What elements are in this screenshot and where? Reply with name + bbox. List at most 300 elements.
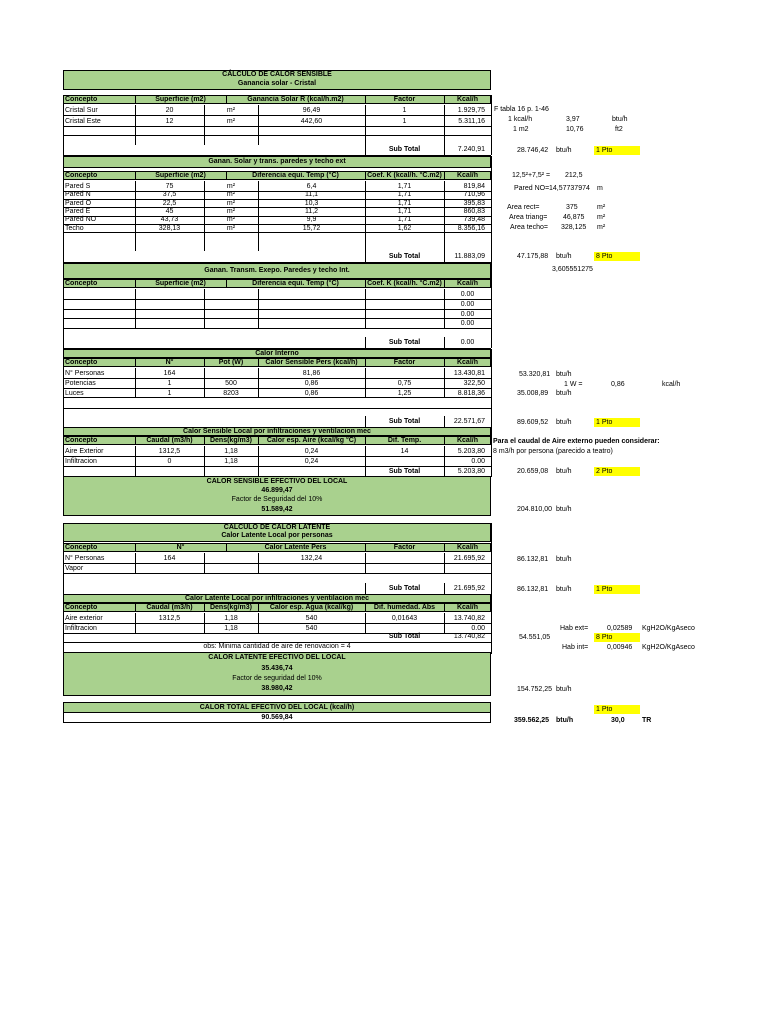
subtotal-value: 21.695,92: [453, 585, 485, 592]
subtotal-value: 22.571,67: [453, 418, 485, 425]
tr-value: 30,0: [611, 717, 625, 724]
latente-personas-col-header: Kcal/h: [456, 544, 478, 551]
header-divider: [444, 95, 445, 104]
grid-line: [444, 583, 445, 594]
side-note: 1 W =: [564, 381, 583, 388]
interno-title: Calor Interno: [63, 349, 491, 358]
grid-line: [444, 416, 445, 427]
side-note: m: [597, 185, 603, 192]
header-divider: [204, 436, 205, 445]
points-badge: 8 Pto: [594, 633, 640, 642]
side-note: 46,875: [563, 214, 585, 221]
side-note: 3,97: [566, 116, 580, 123]
table-edge: [491, 594, 492, 654]
cristal-row-cell: 12: [165, 117, 174, 125]
side-note: 154.752,25: [517, 686, 553, 693]
subtotal-label: Sub Total: [388, 585, 421, 592]
paredes-row-cell: Pared S: [65, 183, 91, 190]
infiltraciones-col-header: Calor esp. Aire (kcal/kg °C): [266, 437, 357, 444]
header-divider: [444, 603, 445, 612]
side-note: m²: [597, 224, 606, 231]
col-line: [365, 105, 366, 145]
header-divider: [444, 543, 445, 552]
header-divider: [258, 603, 259, 612]
grid-line: [63, 328, 491, 329]
sensible-efectivo-value: 46.899,47: [261, 487, 293, 494]
subtotal-label: Sub Total: [388, 418, 421, 425]
latente-infiltraciones-row-cell: 1,18: [224, 624, 238, 632]
col-line: [135, 181, 136, 251]
header-divider: [204, 358, 205, 367]
points-badge: 1 Pto: [594, 146, 640, 155]
header-divider: [365, 171, 366, 180]
side-note: Pared NO=: [514, 185, 550, 192]
grid-line: [444, 145, 445, 155]
subtotal-label: Sub Total: [388, 468, 421, 475]
paredes-row-cell: 1,71: [397, 216, 412, 224]
paredes-row-cell: 9,9: [306, 216, 317, 224]
btu-total: 359.562,25: [514, 717, 550, 724]
paredes-row-cell: Pared O: [65, 199, 92, 207]
col-line: [204, 553, 205, 573]
subtotal-value: 7.240,91: [457, 146, 485, 153]
col-line: [444, 181, 445, 251]
side-note: 3,605551275: [552, 266, 593, 273]
col-line: [135, 368, 136, 398]
paredes-row-cell: 1,71: [397, 207, 412, 215]
col-line: [135, 613, 136, 633]
paredes-row-cell: m²: [226, 224, 236, 232]
latente-infiltraciones-col-header: Concepto: [65, 604, 98, 611]
side-note: 328,125: [561, 224, 587, 231]
paredes-row-cell: 11,1: [304, 191, 319, 199]
grid-line: [63, 408, 491, 409]
points-badge: 8 Pto: [594, 252, 640, 261]
interno-row-cell: N° Personas: [65, 370, 105, 377]
points-badge: 2 Pto: [594, 467, 640, 476]
side-note: 53.320,81: [519, 371, 551, 378]
col-line: [365, 289, 366, 329]
infiltraciones-col-header: Concepto: [65, 437, 98, 444]
side-note: 86.132,81: [517, 556, 549, 563]
paredes-row-cell: 6,4: [306, 183, 317, 190]
header-divider: [135, 436, 136, 445]
infiltraciones-row-cell: Infiltracion: [65, 457, 97, 465]
paredes-col-header: Diferencia equi. Temp (°C): [252, 172, 339, 179]
latente-infiltraciones-row-cell: 13.740,82: [453, 615, 485, 622]
latente-infiltraciones-row-cell: 0.00: [471, 624, 485, 632]
col-line: [444, 105, 445, 145]
factor-label: Factor de seguridad del 10%: [232, 675, 322, 682]
side-note: 47.175,88: [517, 253, 549, 260]
col-line: [258, 368, 259, 398]
side-note: 375: [566, 204, 578, 211]
infiltraciones-row-cell: [365, 457, 444, 467]
side-note: 86.132,81: [517, 586, 549, 593]
paredes-row-cell: 10,3: [304, 199, 319, 207]
paredes-row-cell: Pared NO: [65, 216, 97, 224]
interno-row-cell: 0,86: [304, 379, 319, 387]
header-divider: [135, 171, 136, 180]
interno-row-cell: 500: [225, 379, 237, 387]
latente-infiltraciones-row-cell: Aire exterior: [65, 615, 103, 622]
interno-row-cell: 13.430,81: [453, 370, 485, 377]
interno-col-header: Calor Sensible Pers (kcal/h): [265, 359, 358, 366]
side-note: 0,86: [611, 381, 625, 388]
cristal-row-cell: m²: [226, 117, 236, 125]
col-line: [365, 368, 366, 398]
total-value: 90.569,84: [63, 713, 491, 723]
points-badge: 1 Pto: [594, 585, 640, 594]
side-note: Area rect=: [507, 204, 540, 211]
latente-personas-title: Calor Latente Local por personas: [63, 532, 491, 542]
paredes-row-cell: 1,71: [397, 183, 412, 190]
latente-infiltraciones-row-cell: 1312,5: [158, 615, 181, 622]
header-divider: [226, 95, 227, 104]
subtotal-label: Sub Total: [388, 146, 421, 153]
interiores-value: 0.00: [460, 291, 475, 298]
col-line: [204, 613, 205, 633]
note: 8 m3/h por persona (parecido a teatro): [493, 448, 613, 455]
side-note: btu/h: [556, 390, 572, 397]
paredes-col-header: Superficie (m2): [155, 172, 206, 179]
side-note: 1 kcal/h: [508, 116, 533, 123]
sensible-efectivo-title: CALOR SENSIBLE EFECTIVO DEL LOCAL: [206, 478, 348, 485]
side-note: 28.746,42: [517, 147, 549, 154]
latente-efectivo-value: 35.436,74: [261, 665, 293, 672]
latente-personas-col-header: N°: [176, 544, 185, 551]
col-line: [365, 613, 366, 633]
subtotal-label: Sub Total: [388, 253, 421, 260]
interno-col-header: Pot (W): [218, 359, 244, 366]
interno-row-cell: 322,50: [463, 379, 485, 387]
header-divider: [444, 171, 445, 180]
paredes-row-cell: 1,71: [397, 191, 412, 199]
tr-label: TR: [642, 717, 652, 724]
side-note: KgH2O/KgAseco: [642, 644, 695, 651]
header-divider: [258, 436, 259, 445]
col-line: [135, 446, 136, 476]
paredes-row-cell: 1,71: [397, 199, 412, 207]
header-divider: [444, 279, 445, 288]
col-line: [444, 368, 445, 398]
paredes-col-header: Kcal/h: [456, 172, 478, 179]
side-note: 35.008,89: [517, 390, 549, 397]
side-note: 14,57737974: [549, 185, 590, 192]
latente-infiltraciones-col-header: Kcal/h: [456, 604, 478, 611]
side-note: Area techo=: [510, 224, 548, 231]
col-line: [444, 553, 445, 573]
paredes-row-cell: 45: [165, 207, 174, 215]
latente-infiltraciones-row-cell: 540: [305, 615, 318, 622]
cristal-col-header: Superficie (m2): [155, 96, 206, 103]
latente-personas-row-cell: Vapor: [65, 564, 84, 572]
side-note: 212,5: [565, 172, 583, 179]
points-badge: 1 Pto: [594, 705, 640, 714]
latente-personas-row-cell: N° Personas: [65, 555, 105, 562]
interiores-col-header: Superficie (m2): [155, 280, 206, 287]
paredes-row-cell: 75: [165, 183, 174, 190]
paredes-row-cell: m²: [226, 216, 236, 224]
interno-row-cell: 8.818,36: [457, 389, 485, 397]
interno-row-cell: 1: [167, 379, 172, 387]
grid-line: [365, 416, 366, 427]
interiores-value: 0.00: [460, 320, 475, 328]
col-line: [258, 105, 259, 145]
paredes-row-cell: 1,62: [397, 224, 412, 232]
interno-row-cell: 0,75: [397, 379, 412, 387]
interno-row-cell: 0,86: [304, 389, 319, 397]
col-line: [258, 289, 259, 329]
table-edge: [491, 95, 492, 155]
col-line: [204, 181, 205, 251]
infiltraciones-row-cell: 1312,5: [158, 448, 181, 455]
cristal-row-cell: Cristal Este: [65, 117, 101, 125]
side-note: ft2: [615, 126, 623, 133]
subtotal-label: Sub Total: [388, 339, 421, 346]
header-divider: [365, 543, 366, 552]
infiltraciones-row-cell: 5.203,80: [457, 448, 485, 455]
paredes-row-cell: m²: [226, 199, 236, 207]
latente-efectivo-total: 38.980,42: [261, 685, 293, 692]
paredes-row-cell: 395,83: [463, 199, 485, 207]
paredes-row-cell: 739,48: [463, 216, 485, 224]
infiltraciones-row-cell: 14: [400, 448, 409, 455]
paredes-row-cell: 37,5: [162, 191, 177, 199]
latente-personas-col-header: Calor Latente Pers: [264, 544, 327, 551]
interno-col-header: Concepto: [65, 359, 98, 366]
note: Para el caudal de Aire externo pueden considerar:: [493, 438, 660, 445]
side-note: Hab ext=: [560, 625, 589, 632]
subtotal-value: 13.740,82: [453, 633, 485, 640]
cristal-row-cell: m²: [226, 107, 236, 114]
latente-infiltraciones-col-header: Dens(kg/m3): [209, 604, 252, 611]
col-line: [204, 289, 205, 329]
table-edge: [491, 523, 492, 596]
side-note: btu/h: [556, 371, 572, 378]
side-note: kcal/h: [662, 381, 681, 388]
side-note: btu/h: [556, 586, 572, 593]
table-edge: [491, 263, 492, 348]
side-note: btu/h: [556, 686, 572, 693]
col-line: [135, 289, 136, 329]
cristal-row-cell: Cristal Sur: [65, 107, 98, 114]
infiltraciones-col-header: Dens(kg/m3): [209, 437, 252, 444]
cristal-col-header: Concepto: [65, 96, 98, 103]
row-line: [63, 299, 491, 300]
paredes-title: Ganan. Solar y trans. paredes y techo ext: [63, 156, 491, 168]
latente-personas-row-cell: 164: [163, 555, 176, 562]
grid-line: [444, 337, 445, 348]
header-divider: [135, 543, 136, 552]
col-line: [444, 289, 445, 329]
points-badge: 1 Pto: [594, 418, 640, 427]
table-edge: [491, 427, 492, 477]
paredes-row-cell: 860,83: [463, 207, 485, 215]
col-line: [258, 553, 259, 573]
side-note: KgH2O/KgAseco: [642, 625, 695, 632]
table-edge: [63, 263, 64, 348]
infiltraciones-row-cell: 0,24: [304, 448, 319, 455]
infiltraciones-row-cell: 1,18: [224, 457, 238, 465]
latente-infiltraciones-row-cell: [135, 624, 204, 634]
header-divider: [444, 436, 445, 445]
side-note: btu/h: [556, 419, 572, 426]
cristal-row-cell: 96,49: [302, 107, 321, 114]
header-divider: [226, 543, 227, 552]
side-note: 0,00946: [607, 644, 633, 651]
table-edge: [491, 156, 492, 264]
infiltraciones-row-cell: 0: [167, 457, 172, 465]
latente-infiltraciones-row-cell: 0,01643: [391, 615, 418, 622]
latente-personas-row-cell: 21.695,92: [453, 555, 485, 562]
grid-line: [63, 573, 491, 574]
infiltraciones-row-cell: 0,24: [304, 457, 319, 465]
infiltraciones-row-cell: 0.00: [471, 457, 485, 465]
interno-row-cell: 8203: [223, 389, 239, 397]
grid-line: [365, 251, 366, 262]
side-note: btu/h: [556, 147, 572, 154]
grid-line: [365, 145, 366, 155]
col-line: [204, 446, 205, 476]
side-note: btu/h: [556, 253, 572, 260]
latente-infiltraciones-row-cell: Infiltracion: [65, 624, 97, 632]
tabla-ref: F tabla 16 p. 1-46: [494, 106, 549, 113]
col-line: [365, 553, 366, 573]
subtotal-value: 0.00: [460, 339, 475, 346]
cristal-col-header: Ganancia Solar R (kcal/h.m2): [247, 96, 344, 103]
interno-row-cell: Luces: [65, 389, 84, 397]
infiltraciones-row-cell: 1,18: [224, 448, 238, 455]
col-line: [258, 181, 259, 251]
btu-unit: btu/h: [556, 717, 574, 724]
interiores-col-header: Diferencia equi. Temp (°C): [252, 280, 339, 287]
grid-line: [365, 337, 366, 348]
header-divider: [135, 603, 136, 612]
row-line: [63, 318, 491, 319]
subtotal-label: Sub Total: [388, 633, 421, 640]
side-note: 54.551,05: [519, 634, 551, 641]
header-divider: [135, 358, 136, 367]
obs-note: obs: Minima cantidad de aire de renovacion = 4: [203, 643, 351, 650]
interiores-title: Ganan. Transm. Exepo. Paredes y techo Int.: [63, 263, 491, 279]
grid-line: [444, 251, 445, 262]
side-note: btu/h: [556, 556, 572, 563]
interiores-col-header: Coef. K (kcal/h. °C.m2): [367, 280, 442, 287]
interno-col-header: Kcal/h: [456, 359, 478, 366]
total-title: CALOR TOTAL EFECTIVO DEL LOCAL (kcal/h): [63, 702, 491, 713]
paredes-col-header: Concepto: [65, 172, 98, 179]
paredes-row-cell: m²: [226, 191, 236, 199]
paredes-row-cell: 15,72: [302, 224, 321, 232]
header-divider: [365, 436, 366, 445]
col-line: [365, 181, 366, 251]
interiores-value: 0.00: [460, 310, 475, 318]
interno-row-cell: [204, 369, 258, 379]
latente-infiltraciones-col-header: Calor esp. Agua (kcal/kg): [269, 604, 354, 611]
side-note: btu/h: [556, 506, 572, 513]
table-edge: [491, 349, 492, 429]
interiores-value: 0.00: [460, 300, 475, 308]
subtotal-value: 5.203,80: [457, 468, 485, 475]
interno-col-header: Factor: [393, 359, 416, 366]
header-divider: [226, 279, 227, 288]
paredes-row-cell: 8.356,16: [457, 224, 485, 232]
paredes-row-cell: Pared E: [65, 207, 91, 215]
col-line: [258, 446, 259, 476]
cristal-row-cell: 20: [165, 107, 174, 114]
latente-personas-row-cell: 132,24: [300, 555, 323, 562]
header-divider: [204, 603, 205, 612]
latente-infiltraciones-col-header: Caudal (m3/h): [146, 604, 193, 611]
latente-efectivo-title: CALOR LATENTE EFECTIVO DEL LOCAL: [208, 654, 346, 661]
latente-infiltraciones-col-header: Dif. humedad. Abs: [373, 604, 436, 611]
interno-row-cell: 164: [163, 370, 176, 377]
col-line: [204, 368, 205, 398]
side-note: m²: [597, 204, 606, 211]
interno-row-cell: Potencias: [65, 379, 96, 387]
header-divider: [444, 358, 445, 367]
paredes-col-header: Coef. K (kcal/h. °C.m2): [367, 172, 442, 179]
header-divider: [365, 603, 366, 612]
paredes-row-cell: 11,2: [304, 207, 319, 215]
col-line: [258, 613, 259, 633]
cristal-title: Ganancia solar - Cristal: [63, 80, 491, 90]
paredes-row-cell: 22,5: [162, 199, 177, 207]
cristal-row-cell: 1: [402, 117, 407, 125]
interno-row-cell: 81,86: [302, 370, 321, 377]
side-note: Hab int=: [562, 644, 589, 651]
infiltraciones-col-header: Dif. Temp.: [387, 437, 422, 444]
latente-infiltraciones-row-cell: 1,18: [224, 615, 238, 622]
interiores-col-header: Concepto: [65, 280, 98, 287]
row-line: [63, 309, 491, 310]
header-divider: [226, 171, 227, 180]
side-note: m²: [597, 214, 606, 221]
paredes-row-cell: 819,84: [463, 183, 485, 190]
infiltraciones-col-header: Caudal (m3/h): [146, 437, 193, 444]
latente-personas-col-header: Concepto: [65, 544, 98, 551]
latente-infiltraciones-row-cell: 540: [305, 624, 318, 632]
infiltraciones-title: Calor Sensible Local por infiltraciones y ventilacion mec: [63, 427, 491, 436]
interno-col-header: N°: [165, 359, 174, 366]
interno-row-cell: [365, 369, 444, 379]
side-note: 0,02589: [607, 625, 633, 632]
paredes-row-cell: m²: [226, 207, 236, 215]
latente-personas-col-header: Factor: [393, 544, 416, 551]
side-note: 12,5²+7,5² =: [512, 172, 551, 179]
header-divider: [135, 279, 136, 288]
side-note: 20.659,08: [517, 468, 549, 475]
cristal-row-cell: 1.929,75: [457, 107, 485, 114]
side-note: 10,76: [566, 126, 584, 133]
latente-title: CALCULO DE CALOR LATENTE: [63, 523, 491, 532]
cristal-row-cell: 442,60: [300, 117, 323, 125]
header-divider: [135, 95, 136, 104]
side-note: 1 m2: [513, 126, 529, 133]
cristal-col-header: Factor: [393, 96, 416, 103]
side-note: btu/h: [612, 116, 628, 123]
paredes-row-cell: 710,96: [463, 191, 485, 199]
paredes-row-cell: Pared N: [65, 191, 91, 199]
infiltraciones-col-header: Kcal/h: [456, 437, 478, 444]
paredes-row-cell: 328,13: [158, 224, 181, 232]
factor-label: Factor de Seguridad del 10%: [231, 496, 323, 503]
header-divider: [365, 358, 366, 367]
header-divider: [365, 95, 366, 104]
interno-row-cell: 1: [167, 389, 172, 397]
cristal-row-cell: 5.311,16: [458, 117, 485, 125]
